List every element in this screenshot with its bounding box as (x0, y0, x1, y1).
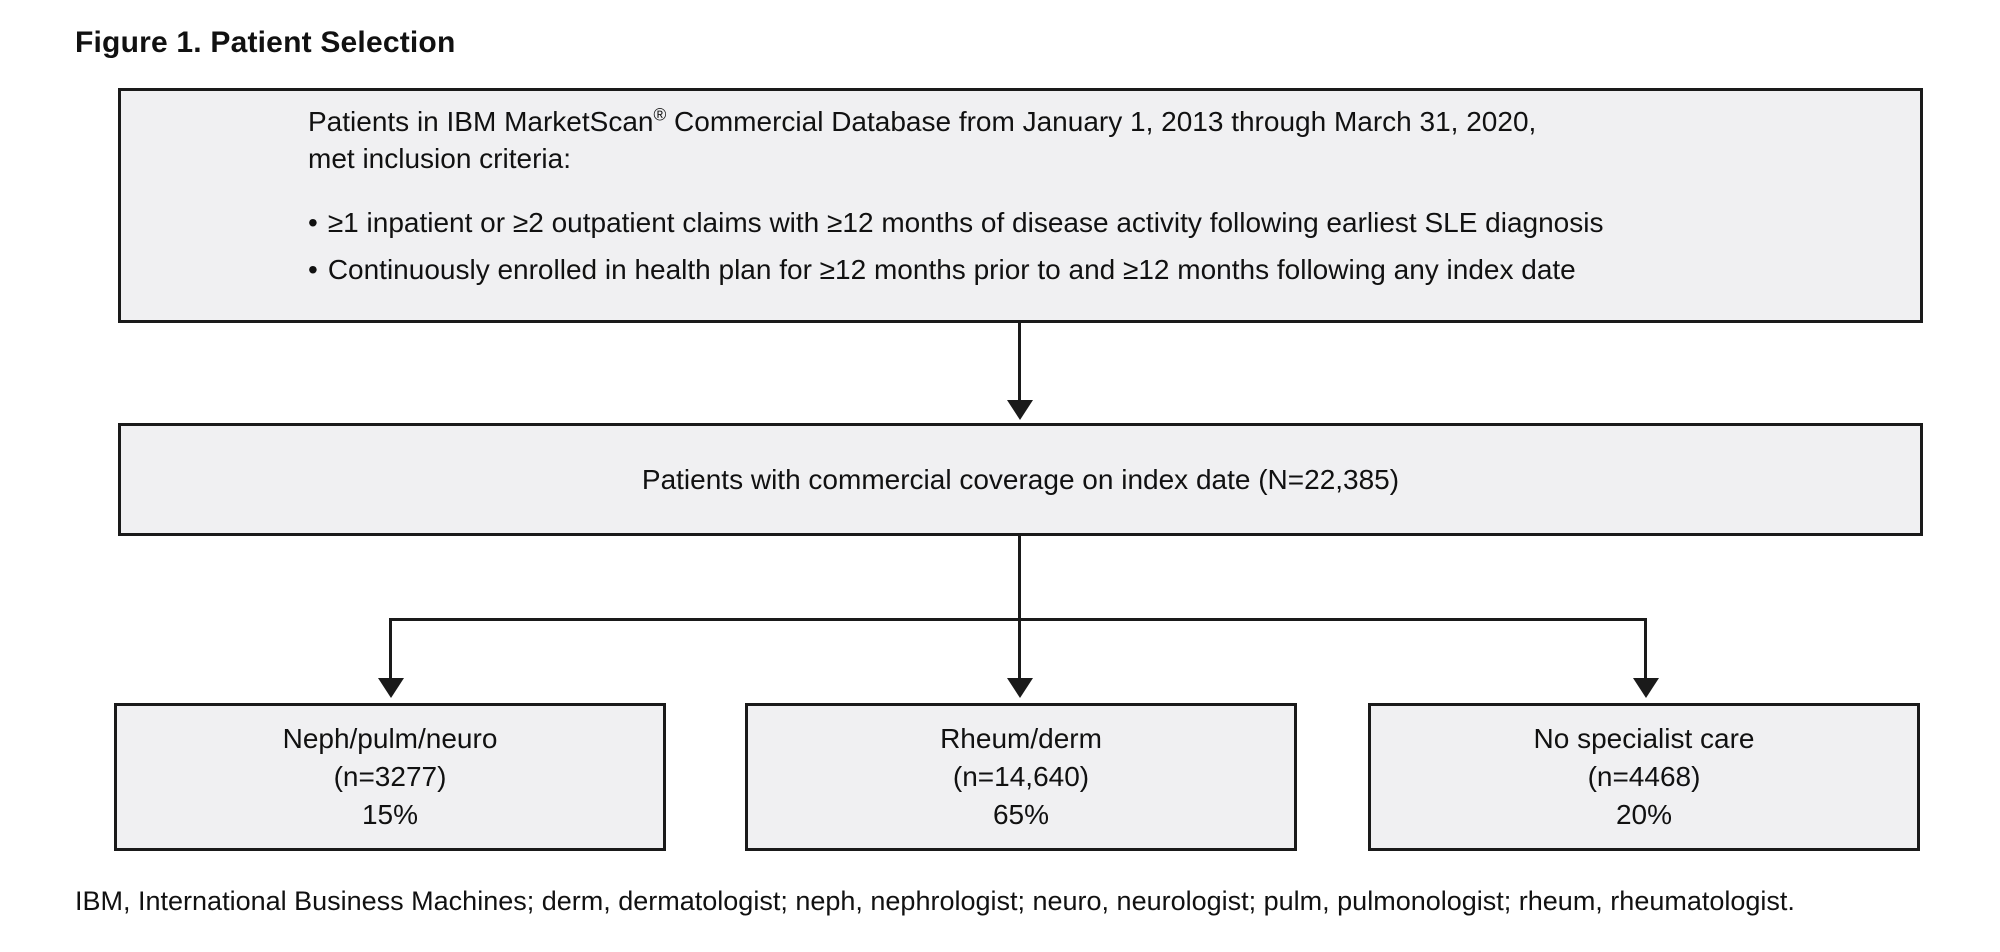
abbreviations-footnote: IBM, International Business Machines; derm, dermatologist; neph, nephrologist; neuro, neurologist; pulm, pulmonologist; rheum, rheumatologist. (75, 886, 1795, 916)
inclusion-criterion-item (308, 199, 1890, 246)
commercial-coverage-text: Patients with commercial coverage on index date (N=22,385) (641, 463, 1400, 495)
commercial-coverage-box (118, 423, 1923, 536)
group-percent: 15% (361, 799, 419, 830)
arrow-top-to-middle-line (1018, 323, 1021, 403)
bullet-icon: • (308, 207, 318, 238)
rheum-derm-box (745, 703, 1297, 851)
figure-title: Figure 1. Patient Selection (75, 26, 456, 59)
inclusion-intro-line1-suffix: Commercial Database from January 1, 2013 through March 31, 2020, (666, 106, 1537, 137)
down-arrowhead-icon (1007, 678, 1033, 698)
inclusion-criteria-list (308, 199, 1890, 293)
inclusion-criterion-text: Continuously enrolled in health plan for ≥12 months prior to and ≥12 months following any index date (327, 254, 1576, 285)
bullet-icon: • (308, 254, 318, 285)
connector-stem-line (1018, 536, 1021, 620)
down-arrowhead-icon (1633, 678, 1659, 698)
arrow-branch-right-line (1644, 618, 1647, 680)
group-percent: 20% (1615, 799, 1673, 830)
inclusion-criteria-box (118, 88, 1923, 323)
group-n: (n=14,640) (952, 761, 1090, 792)
group-percent: 65% (992, 799, 1050, 830)
no-specialist-care-box (1368, 703, 1920, 851)
inclusion-criterion-text: ≥1 inpatient or ≥2 outpatient claims with ≥12 months of disease activity following earliest SLE diagnosis (327, 207, 1604, 238)
neph-pulm-neuro-box (114, 703, 666, 851)
arrow-branch-left-line (389, 618, 392, 680)
inclusion-intro-line1 (308, 103, 1890, 140)
inclusion-criterion-item (308, 246, 1890, 293)
group-label: No specialist care (1533, 723, 1755, 754)
group-label: Rheum/derm (940, 723, 1102, 754)
registered-trademark-symbol: ® (653, 104, 667, 125)
group-n: (n=3277) (333, 761, 447, 792)
down-arrowhead-icon (1007, 400, 1033, 420)
group-label: Neph/pulm/neuro (282, 723, 498, 754)
down-arrowhead-icon (378, 678, 404, 698)
inclusion-intro-line1-prefix: Patients in IBM MarketScan (308, 106, 654, 137)
inclusion-criteria-text (121, 91, 1920, 293)
group-n: (n=4468) (1587, 761, 1701, 792)
arrow-branch-middle-line (1018, 618, 1021, 680)
inclusion-intro-line2: met inclusion criteria: (308, 143, 571, 174)
